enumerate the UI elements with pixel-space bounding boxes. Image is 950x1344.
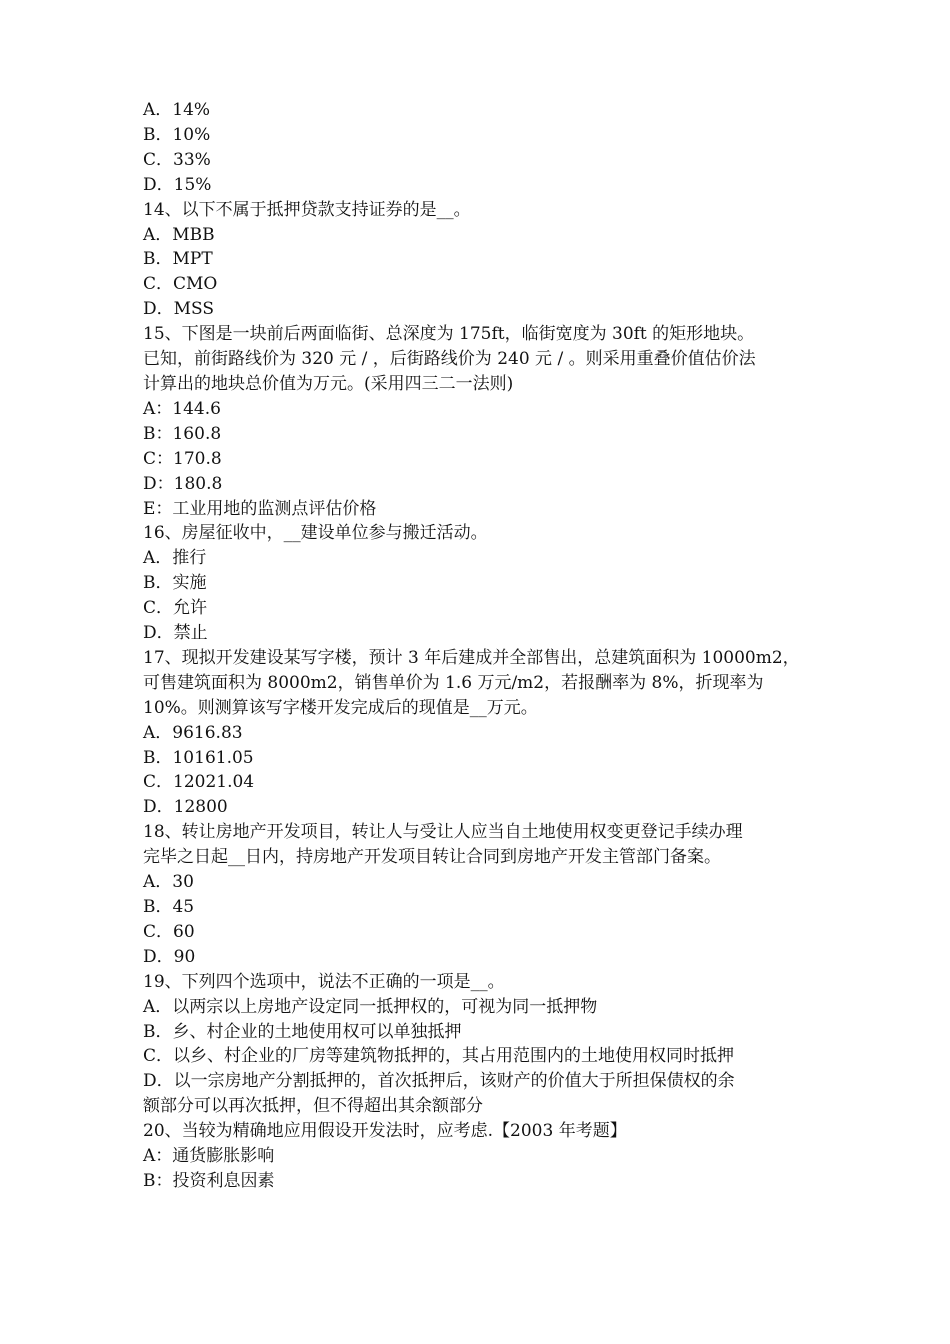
question-16: 16、房屋征收中，__建设单位参与搬迁活动。 <box>143 523 488 544</box>
option-16-a: A．推行 <box>143 548 207 569</box>
option-14-b: B．MPT <box>143 249 213 270</box>
option-16-b: B．实施 <box>143 573 207 594</box>
option-15-a: A：144.6 <box>143 398 221 419</box>
option-20-b: B：投资利息因素 <box>143 1170 275 1191</box>
option-19-b: B．乡、村企业的土地使用权可以单独抵押 <box>143 1021 462 1042</box>
option-13-a: A．14% <box>143 100 211 120</box>
option-18-d: D．90 <box>143 946 196 967</box>
option-20-a: A：通货膨胀影响 <box>143 1146 275 1167</box>
option-19-a: A．以两宗以上房地产设定同一抵押权的，可视为同一抵押物 <box>143 996 598 1017</box>
option-16-c: C．允许 <box>143 598 208 619</box>
option-17-b: B．10161.05 <box>143 747 254 768</box>
question-17-line-3: 10%。则测算该写字楼开发完成后的现值是__万元。 <box>143 697 538 718</box>
option-19-d-line-1: D．以一宗房地产分割抵押的，首次抵押后，该财产的价值大于所担保债权的余 <box>143 1071 735 1092</box>
option-14-d: D．MSS <box>143 299 215 320</box>
option-13-d: D．15% <box>143 174 212 195</box>
option-19-d-line-2: 额部分可以再次抵押，但不得超出其余额部分 <box>143 1096 483 1117</box>
option-14-a: A．MBB <box>143 224 215 245</box>
option-15-b: B：160.8 <box>143 423 222 444</box>
option-17-d: D．12800 <box>143 797 228 818</box>
option-14-c: C．CMO <box>143 274 218 295</box>
question-18-line-1: 18、转让房地产开发项目，转让人与受让人应当自土地使用权变更登记手续办理 <box>143 822 743 843</box>
option-16-d: D．禁止 <box>143 623 208 644</box>
question-15-line-1: 15、下图是一块前后两面临街、总深度为 175ft，临街宽度为 30ft 的矩形地块。 <box>143 324 755 345</box>
option-18-b: B．45 <box>143 897 195 917</box>
question-18-line-2: 完毕之日起__日内，持房地产开发项目转让合同到房地产开发主管部门备案。 <box>143 847 721 868</box>
option-13-b: B．10% <box>143 124 211 145</box>
option-17-c: C．12021.04 <box>143 772 255 793</box>
question-14: 14、以下不属于抵押贷款支持证券的是__。 <box>143 199 471 220</box>
option-15-e: E：工业用地的监测点评估价格 <box>143 498 377 519</box>
question-15-line-3: 计算出的地块总价值为万元。(采用四三二一法则) <box>143 373 514 394</box>
option-15-c: C：170.8 <box>143 448 222 469</box>
option-15-d: D：180.8 <box>143 473 223 494</box>
question-20: 20、当较为精确地应用假设开发法时，应考虑.【2003 年考题】 <box>143 1121 627 1142</box>
question-17-line-2: 可售建筑面积为 8000m2，销售单价为 1.6 万元/m2，若报酬率为 8%，折现率为 <box>143 672 764 693</box>
question-15-line-2: 已知，前街路线价为 320 元 / ，后街路线价为 240 元 / 。则采用重叠价值估价法 <box>143 349 756 370</box>
option-18-c: C．60 <box>143 921 195 942</box>
option-13-c: C．33% <box>143 149 211 170</box>
question-17-line-1: 17、现拟开发建设某写字楼，预计 3 年后建成并全部售出，总建筑面积为 10000m2， <box>143 647 800 668</box>
document-page <box>143 98 823 1194</box>
option-19-c: C．以乡、村企业的厂房等建筑物抵押的，其占用范围内的土地使用权同时抵押 <box>143 1046 735 1067</box>
option-18-a: A．30 <box>143 872 194 893</box>
question-19: 19、下列四个选项中，说法不正确的一项是__。 <box>143 971 505 992</box>
option-17-a: A．9616.83 <box>143 722 243 743</box>
